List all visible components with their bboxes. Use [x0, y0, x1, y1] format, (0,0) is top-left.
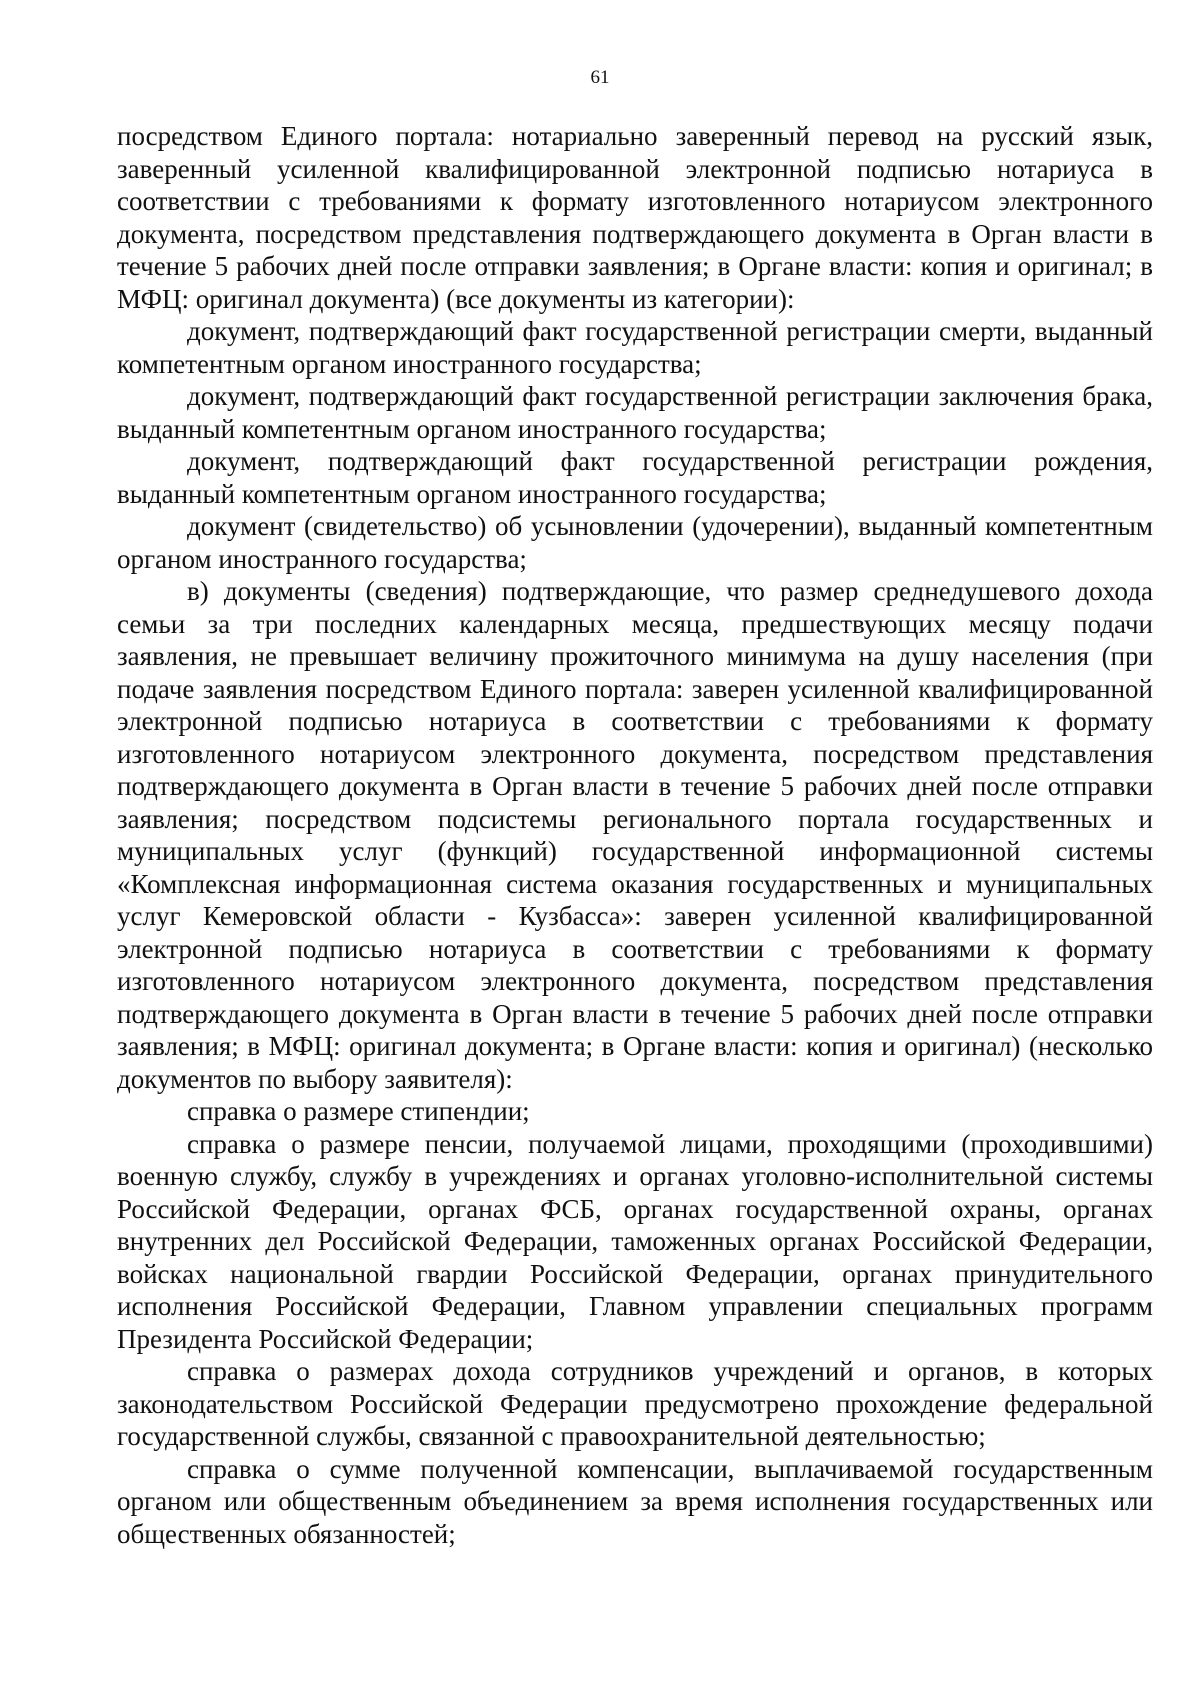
paragraph: документ, подтверждающий факт государственной регистрации заключения брака, выданный компетентным органом иностранного государства;: [117, 381, 1153, 444]
paragraph: документ, подтверждающий факт государственной регистрации рождения, выданный компетентным органом иностранного государства;: [117, 446, 1153, 509]
paragraph: справка о размере стипендии;: [187, 1096, 530, 1126]
paragraph: документ, подтверждающий факт государственной регистрации смерти, выданный компетентным органом иностранного государства;: [117, 316, 1153, 379]
document-body: [117, 120, 1153, 1550]
paragraph: справка о размере пенсии, получаемой лицами, проходящими (проходившими) военную службу, службу в учреждениях и органах уголовно-исполнительной системы Российской Федерации, органах ФСБ, органах государственной охраны, органах внутренних дел Российской Федерации, таможенных органах Российской Федерации, войсках национальной гвардии Российской Федерации, органах принудительного исполнения Российской Федерации, Главном управлении специальных программ Президента Российской Федерации;: [117, 1128, 1153, 1354]
paragraph: справка о размерах дохода сотрудников учреждений и органов, в которых законодательством Российской Федерации предусмотрено прохождение федеральной государственной службы, связанной с правоохранительной деятельностью;: [117, 1356, 1153, 1451]
paragraph: справка о сумме полученной компенсации, выплачиваемой государственным органом или общественным объединением за время исполнения государственных или общественных обязанностей;: [117, 1453, 1153, 1549]
paragraph: документ (свидетельство) об усыновлении (удочерении), выданный компетентным органом иностранного государства;: [117, 511, 1153, 574]
page-number: 61: [590, 67, 610, 88]
paragraph: посредством Единого портала: нотариально заверенный перевод на русский язык, заверенный усиленной квалифицированной электронной подписью нотариуса в соответствии с требованиями к формату изготовленного нотариусом электронного документа, посредством представления подтверждающего документа в Орган власти в течение 5 рабочих дней после отправки заявления; в Органе власти: копия и оригинал; в МФЦ: оригинал документа) (все документы из категории):: [117, 121, 1153, 314]
paragraph: в) документы (сведения) подтверждающие, что размер среднедушевого дохода семьи за три последних календарных месяца, предшествующих месяцу подачи заявления, не превышает величину прожиточного минимума на душу населения (при подаче заявления посредством Единого портала: заверен усиленной квалифицированной электронной подписью нотариуса в соответствии с требованиями к формату изготовленного нотариусом электронного документа, посредством представления подтверждающего документа в Орган власти в течение 5 рабочих дней после отправки заявления; посредством подсистемы регионального портала государственных и муниципальных услуг (функций) государственной информационной системы «Комплексная информационная система оказания государственных и муниципальных услуг Кемеровской области - Кузбасса»: заверен усиленной квалифицированной электронной подписью нотариуса в соответствии с требованиями к формату изготовленного нотариусом электронного документа, посредством представления подтверждающего документа в Орган власти в течение 5 рабочих дней после отправки заявления; в МФЦ: оригинал документа; в Органе власти: копия и оригинал) (несколько документов по выбору заявителя):: [117, 576, 1153, 1094]
